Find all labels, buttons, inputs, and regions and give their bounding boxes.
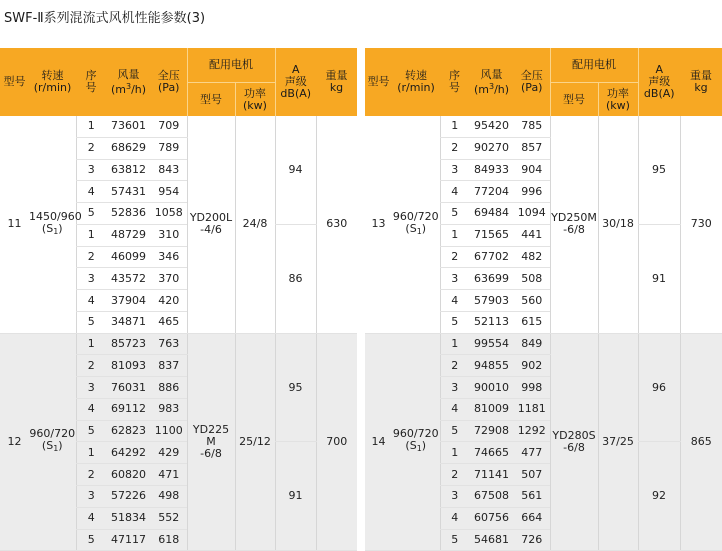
model-cell: 12 xyxy=(0,333,29,551)
flow-cell: 90010 xyxy=(469,377,514,399)
seq-cell: 5 xyxy=(76,529,106,551)
header-weight: 重量 kg xyxy=(316,48,357,116)
seq-cell: 5 xyxy=(440,420,469,442)
table-body xyxy=(0,116,357,551)
flow-cell: 62823 xyxy=(106,420,151,442)
flow-cell: 90270 xyxy=(469,137,514,159)
flow-cell: 54681 xyxy=(469,529,514,551)
seq-cell: 4 xyxy=(76,290,106,312)
seq-cell: 4 xyxy=(440,181,469,203)
flow-cell: 48729 xyxy=(106,224,151,246)
header-motor-group: 配用电机 xyxy=(187,48,275,83)
seq-cell: 4 xyxy=(440,398,469,420)
header-noise: A 声级 dB(A) xyxy=(638,48,680,116)
noise-cell: 91 xyxy=(638,224,680,333)
power-cell: 25/12 xyxy=(235,333,275,551)
header-motor-model: 型号 xyxy=(187,83,235,117)
header-seq: 序 号 xyxy=(76,48,106,116)
seq-cell: 2 xyxy=(440,355,469,377)
pressure-cell: 1100 xyxy=(151,420,187,442)
noise-cell: 96 xyxy=(638,333,680,442)
seq-cell: 3 xyxy=(76,268,106,290)
pressure-cell: 465 xyxy=(151,311,187,333)
seq-cell: 5 xyxy=(76,203,106,225)
seq-cell: 1 xyxy=(76,333,106,355)
pressure-cell: 346 xyxy=(151,246,187,268)
weight-cell: 630 xyxy=(316,116,357,333)
seq-cell: 1 xyxy=(76,116,106,137)
flow-cell: 81009 xyxy=(469,398,514,420)
flow-cell: 46099 xyxy=(106,246,151,268)
pressure-cell: 954 xyxy=(151,181,187,203)
seq-cell: 5 xyxy=(76,311,106,333)
flow-cell: 85723 xyxy=(106,333,151,355)
page-title: SWF-Ⅱ系列混流式风机性能参数(3) xyxy=(4,11,206,26)
noise-cell: 86 xyxy=(275,224,316,333)
seq-cell: 2 xyxy=(440,137,469,159)
flow-cell: 68629 xyxy=(106,137,151,159)
pressure-cell: 857 xyxy=(514,137,550,159)
flow-cell: 67702 xyxy=(469,246,514,268)
seq-cell: 2 xyxy=(440,246,469,268)
pressure-cell: 904 xyxy=(514,159,550,181)
pressure-cell: 618 xyxy=(151,529,187,551)
header-pressure: 全压 (Pa) xyxy=(514,48,550,116)
pressure-cell: 709 xyxy=(151,116,187,137)
seq-cell: 3 xyxy=(440,159,469,181)
performance-table-right xyxy=(365,48,722,551)
flow-cell: 72908 xyxy=(469,420,514,442)
header-model: 型号 xyxy=(365,48,392,116)
pressure-cell: 849 xyxy=(514,333,550,355)
pressure-cell: 370 xyxy=(151,268,187,290)
pressure-cell: 664 xyxy=(514,507,550,529)
flow-cell: 43572 xyxy=(106,268,151,290)
seq-cell: 2 xyxy=(76,464,106,486)
seq-cell: 2 xyxy=(76,246,106,268)
noise-cell: 95 xyxy=(275,333,316,442)
flow-cell: 76031 xyxy=(106,377,151,399)
table-row xyxy=(365,333,722,355)
flow-cell: 74665 xyxy=(469,442,514,464)
flow-cell: 57903 xyxy=(469,290,514,312)
pressure-cell: 310 xyxy=(151,224,187,246)
pressure-cell: 1181 xyxy=(514,398,550,420)
seq-cell: 4 xyxy=(440,290,469,312)
header-speed: 转速 (r/min) xyxy=(29,48,76,116)
noise-cell: 91 xyxy=(275,442,316,551)
flow-cell: 37904 xyxy=(106,290,151,312)
power-cell: 24/8 xyxy=(235,116,275,333)
weight-cell: 730 xyxy=(680,116,722,333)
header-model: 型号 xyxy=(0,48,29,116)
header-noise: A 声级 dB(A) xyxy=(275,48,316,116)
weight-cell: 700 xyxy=(316,333,357,551)
pressure-cell: 1058 xyxy=(151,203,187,225)
pressure-cell: 837 xyxy=(151,355,187,377)
flow-cell: 34871 xyxy=(106,311,151,333)
table-row xyxy=(0,116,357,137)
speed-cell: 960/720 $(S_1)$ xyxy=(29,333,76,551)
pressure-cell: 471 xyxy=(151,464,187,486)
speed-cell: 960/720 $(S_1)$ xyxy=(392,333,440,551)
pressure-cell: 1292 xyxy=(514,420,550,442)
model-cell: 11 xyxy=(0,116,29,333)
flow-cell: 63699 xyxy=(469,268,514,290)
flow-cell: 64292 xyxy=(106,442,151,464)
header-seq: 序 号 xyxy=(440,48,469,116)
seq-cell: 1 xyxy=(76,224,106,246)
noise-cell: 92 xyxy=(638,442,680,551)
pressure-cell: 420 xyxy=(151,290,187,312)
flow-cell: 51834 xyxy=(106,507,151,529)
pressure-cell: 886 xyxy=(151,377,187,399)
flow-cell: 71141 xyxy=(469,464,514,486)
flow-cell: 84933 xyxy=(469,159,514,181)
pressure-cell: 1094 xyxy=(514,203,550,225)
flow-cell: 57226 xyxy=(106,486,151,508)
pressure-cell: 477 xyxy=(514,442,550,464)
flow-cell: 63812 xyxy=(106,159,151,181)
pressure-cell: 615 xyxy=(514,311,550,333)
seq-cell: 1 xyxy=(440,224,469,246)
seq-cell: 3 xyxy=(76,159,106,181)
seq-cell: 5 xyxy=(440,311,469,333)
header-speed: 转速 (r/min) xyxy=(392,48,440,116)
noise-cell: 95 xyxy=(638,116,680,224)
motor-model-cell: YD250M -6/8 xyxy=(550,116,598,333)
flow-cell: 52836 xyxy=(106,203,151,225)
header-pressure: 全压 (Pa) xyxy=(151,48,187,116)
seq-cell: 5 xyxy=(76,420,106,442)
pressure-cell: 763 xyxy=(151,333,187,355)
table-row xyxy=(0,333,357,355)
flow-cell: 94855 xyxy=(469,355,514,377)
flow-cell: 57431 xyxy=(106,181,151,203)
noise-cell: 94 xyxy=(275,116,316,224)
flow-cell: 69484 xyxy=(469,203,514,225)
seq-cell: 4 xyxy=(440,507,469,529)
flow-cell: 47117 xyxy=(106,529,151,551)
pressure-cell: 996 xyxy=(514,181,550,203)
seq-cell: 4 xyxy=(76,398,106,420)
flow-cell: 71565 xyxy=(469,224,514,246)
seq-cell: 3 xyxy=(440,268,469,290)
seq-cell: 2 xyxy=(440,464,469,486)
pressure-cell: 561 xyxy=(514,486,550,508)
speed-cell: 1450/960 $(S_1)$ xyxy=(29,116,76,333)
pressure-cell: 560 xyxy=(514,290,550,312)
flow-cell: 73601 xyxy=(106,116,151,137)
flow-cell: 60820 xyxy=(106,464,151,486)
flow-cell: 95420 xyxy=(469,116,514,137)
header-flow: 风量 $(m^3/h)$ xyxy=(106,48,151,116)
flow-cell: 69112 xyxy=(106,398,151,420)
flow-cell: 77204 xyxy=(469,181,514,203)
seq-cell: 3 xyxy=(76,377,106,399)
flow-cell: 81093 xyxy=(106,355,151,377)
weight-cell: 865 xyxy=(680,333,722,551)
power-cell: 30/18 xyxy=(598,116,638,333)
motor-model-cell: YD280S -6/8 xyxy=(550,333,598,551)
model-cell: 14 xyxy=(365,333,392,551)
pressure-cell: 983 xyxy=(151,398,187,420)
seq-cell: 4 xyxy=(76,507,106,529)
seq-cell: 1 xyxy=(76,442,106,464)
speed-cell: 960/720 $(S_1)$ xyxy=(392,116,440,333)
seq-cell: 5 xyxy=(440,529,469,551)
seq-cell: 1 xyxy=(440,116,469,137)
header-power: 功率 (kw) xyxy=(235,83,275,117)
pressure-cell: 726 xyxy=(514,529,550,551)
flow-cell: 67508 xyxy=(469,486,514,508)
table-row xyxy=(365,116,722,137)
pressure-cell: 902 xyxy=(514,355,550,377)
seq-cell: 3 xyxy=(440,486,469,508)
pressure-cell: 508 xyxy=(514,268,550,290)
seq-cell: 1 xyxy=(440,442,469,464)
pressure-cell: 843 xyxy=(151,159,187,181)
motor-model-cell: YD225 M -6/8 xyxy=(187,333,235,551)
seq-cell: 4 xyxy=(76,181,106,203)
power-cell: 37/25 xyxy=(598,333,638,551)
pressure-cell: 482 xyxy=(514,246,550,268)
pressure-cell: 498 xyxy=(151,486,187,508)
pressure-cell: 998 xyxy=(514,377,550,399)
performance-table-left xyxy=(0,48,357,551)
motor-model-cell: YD200L -4/6 xyxy=(187,116,235,333)
seq-cell: 2 xyxy=(76,137,106,159)
header-power: 功率 (kw) xyxy=(598,83,638,117)
header-weight: 重量 kg xyxy=(680,48,722,116)
pressure-cell: 785 xyxy=(514,116,550,137)
flow-cell: 52113 xyxy=(469,311,514,333)
flow-cell: 60756 xyxy=(469,507,514,529)
seq-cell: 5 xyxy=(440,203,469,225)
header-motor-group: 配用电机 xyxy=(550,48,638,83)
pressure-cell: 789 xyxy=(151,137,187,159)
header-flow: 风量 $(m^3/h)$ xyxy=(469,48,514,116)
seq-cell: 2 xyxy=(76,355,106,377)
header-motor-model: 型号 xyxy=(550,83,598,117)
pressure-cell: 552 xyxy=(151,507,187,529)
pressure-cell: 429 xyxy=(151,442,187,464)
seq-cell: 3 xyxy=(440,377,469,399)
pressure-cell: 507 xyxy=(514,464,550,486)
seq-cell: 3 xyxy=(76,486,106,508)
model-cell: 13 xyxy=(365,116,392,333)
seq-cell: 1 xyxy=(440,333,469,355)
table-body xyxy=(365,116,722,551)
flow-cell: 99554 xyxy=(469,333,514,355)
pressure-cell: 441 xyxy=(514,224,550,246)
